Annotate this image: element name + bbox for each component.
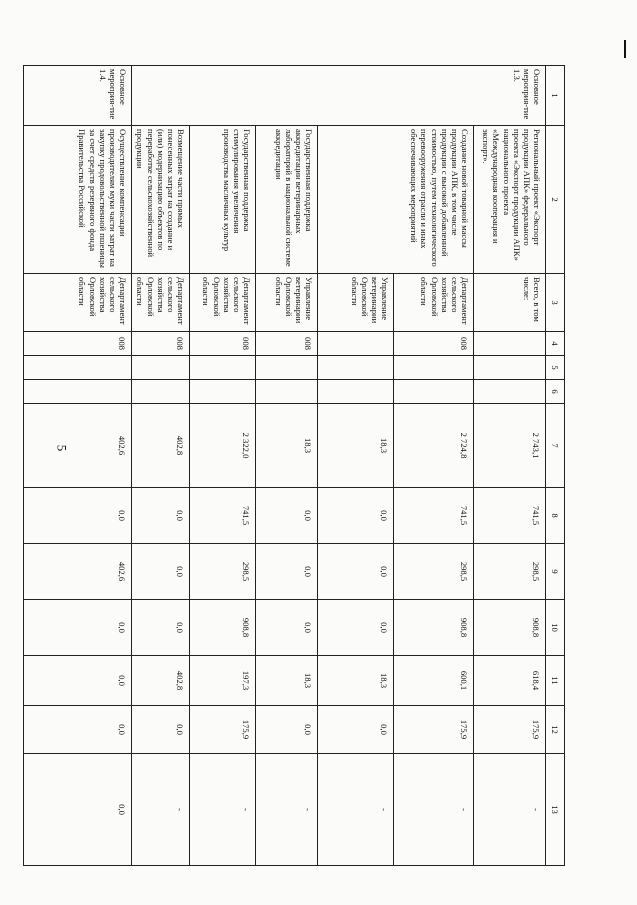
value-cell-c8: 0,0 — [24, 488, 132, 544]
value-cell-c5 — [132, 356, 190, 380]
value-cell-c8: 0,0 — [256, 488, 318, 544]
header-cell: 1 — [546, 66, 565, 126]
value-cell-c6 — [256, 380, 318, 404]
value-cell-c9: 0,0 — [318, 544, 394, 600]
table-row — [24, 66, 132, 866]
value-cell-c10: 908,8 — [190, 600, 256, 656]
header-cell: 5 — [546, 356, 565, 380]
value-cell-c10: 0,0 — [24, 600, 132, 656]
value-cell-c5 — [256, 356, 318, 380]
executor-cell: Всего, в том числе: — [474, 274, 546, 332]
value-cell-c11: 402,8 — [132, 656, 190, 706]
value-cell-c12: 175,9 — [394, 706, 474, 754]
executor-cell: Управление ветеринарии Орловской области — [318, 274, 394, 332]
value-cell-code: 008 — [190, 332, 256, 356]
value-cell-c8: 741,5 — [394, 488, 474, 544]
value-cell-c6 — [190, 380, 256, 404]
value-cell-c7: 2 724,8 — [394, 404, 474, 488]
value-cell-c13: - — [132, 754, 190, 866]
value-cell-code: 008 — [132, 332, 190, 356]
value-cell-c5 — [190, 356, 256, 380]
value-cell-code — [474, 332, 546, 356]
value-cell-c11: 0,0 — [24, 656, 132, 706]
value-cell-c11: 618,4 — [474, 656, 546, 706]
value-cell-c8: 0,0 — [132, 488, 190, 544]
value-cell-c13: - — [394, 754, 474, 866]
margin-mark — [624, 40, 626, 58]
header-cell: 12 — [546, 706, 565, 754]
header-cell: 7 — [546, 404, 565, 488]
measure-name: Создание новой товарной массы продукции АПК, в том числе продукции с высокой добавленной стоимостью, путем технологического перевооружения отрасли и иных обеспечивающих мероприятий — [318, 126, 474, 274]
value-cell-c12: 175,9 — [190, 706, 256, 754]
value-cell-c9: 298,5 — [394, 544, 474, 600]
value-cell-c7: 2 322,0 — [190, 404, 256, 488]
value-cell-c10: 908,8 — [474, 600, 546, 656]
value-cell-c9: 0,0 — [256, 544, 318, 600]
value-cell-c12: 0,0 — [256, 706, 318, 754]
header-cell: 10 — [546, 600, 565, 656]
value-cell-c11: 18,3 — [256, 656, 318, 706]
value-cell-c10: 0,0 — [256, 600, 318, 656]
header-cell: 9 — [546, 544, 565, 600]
value-cell-c5 — [318, 356, 394, 380]
value-cell-code — [318, 332, 394, 356]
header-cell: 2 — [546, 126, 565, 274]
value-cell-c12: 175,9 — [474, 706, 546, 754]
value-cell-c6 — [24, 380, 132, 404]
measure-name: Осуществление компенсации производителям муки части затрат на закупку продовольственной пшеницы за счет средств резервного фонда Правительства Российской — [24, 126, 132, 274]
value-cell-c6 — [474, 380, 546, 404]
executor-cell: Департамент сельского хозяйства Орловской области — [190, 274, 256, 332]
value-cell-c8: 0,0 — [318, 488, 394, 544]
measure-name: Региональный проект «Экспорт продукции АПК» федерального проекта «Экспорт продукции АПК» национального проекта «Международная кооперация и экспорт». — [474, 126, 546, 274]
measure-label: Основное мероприя-тие 1.3. — [132, 66, 546, 126]
value-cell-c8: 741,5 — [190, 488, 256, 544]
table-row — [394, 66, 474, 866]
value-cell-code: 008 — [256, 332, 318, 356]
header-cell: 6 — [546, 380, 565, 404]
header-cell: 8 — [546, 488, 565, 544]
value-cell-c7: 18,3 — [318, 404, 394, 488]
value-cell-c7: 18,3 — [256, 404, 318, 488]
header-cell: 4 — [546, 332, 565, 356]
header-cell: 13 — [546, 754, 565, 866]
value-cell-c11: 18,3 — [318, 656, 394, 706]
table-row — [256, 66, 318, 866]
value-cell-c13: - — [190, 754, 256, 866]
measure-name: Государственная поддержка аккредитации ветеринарных лабораторий в национальной системе аккредитации — [256, 126, 318, 274]
value-cell-c11: 600,1 — [394, 656, 474, 706]
value-cell-c5 — [24, 356, 132, 380]
value-cell-c7: 2 743,1 — [474, 404, 546, 488]
value-cell-c12: 0,0 — [318, 706, 394, 754]
table-row — [474, 66, 546, 866]
value-cell-c9: 298,5 — [474, 544, 546, 600]
header-cell: 3 — [546, 274, 565, 332]
table-row — [190, 66, 256, 866]
value-cell-c5 — [474, 356, 546, 380]
value-cell-c12: 0,0 — [24, 706, 132, 754]
value-cell-c13: - — [256, 754, 318, 866]
measure-name: Государственная поддержка стимулирования увеличения производства масличных культур — [190, 126, 256, 274]
value-cell-c6 — [318, 380, 394, 404]
executor-cell: Департамент сельского хозяйства Орловской области — [24, 274, 132, 332]
value-cell-c9: 298,5 — [190, 544, 256, 600]
value-cell-c10: 0,0 — [318, 600, 394, 656]
header-row — [546, 66, 565, 866]
page-number: 5 — [54, 444, 70, 452]
executor-cell: Департамент сельского хозяйства Орловской области — [132, 274, 190, 332]
value-cell-c13: - — [474, 754, 546, 866]
executor-cell: Управление ветеринарии Орловской области — [256, 274, 318, 332]
measure-label: Основное мероприя-тие 1.4. — [24, 66, 132, 126]
value-cell-c5 — [394, 356, 474, 380]
value-cell-c9: 402,6 — [24, 544, 132, 600]
value-cell-c8: 741,5 — [474, 488, 546, 544]
table-frame — [77, 65, 565, 865]
value-cell-c13: 0,0 — [24, 754, 132, 866]
value-cell-c12: 0,0 — [132, 706, 190, 754]
value-cell-c11: 197,3 — [190, 656, 256, 706]
measure-name: Возмещение части прямых понесенных затрат на создание и (или) модернизацию объектов по переработке сельскохозяйственной продукции — [132, 126, 190, 274]
value-cell-c10: 908,8 — [394, 600, 474, 656]
value-cell-c6 — [394, 380, 474, 404]
value-cell-code: 008 — [394, 332, 474, 356]
value-cell-c13: - — [318, 754, 394, 866]
value-cell-c9: 0,0 — [132, 544, 190, 600]
value-cell-c10: 0,0 — [132, 600, 190, 656]
table-row — [132, 66, 190, 866]
value-cell-code: 008 — [24, 332, 132, 356]
executor-cell: Департамент сельского хозяйства Орловской области — [394, 274, 474, 332]
value-cell-c6 — [132, 380, 190, 404]
budget-table — [23, 65, 565, 866]
header-cell: 11 — [546, 656, 565, 706]
value-cell-c7: 402,6 — [24, 404, 132, 488]
value-cell-c7: 402,8 — [132, 404, 190, 488]
